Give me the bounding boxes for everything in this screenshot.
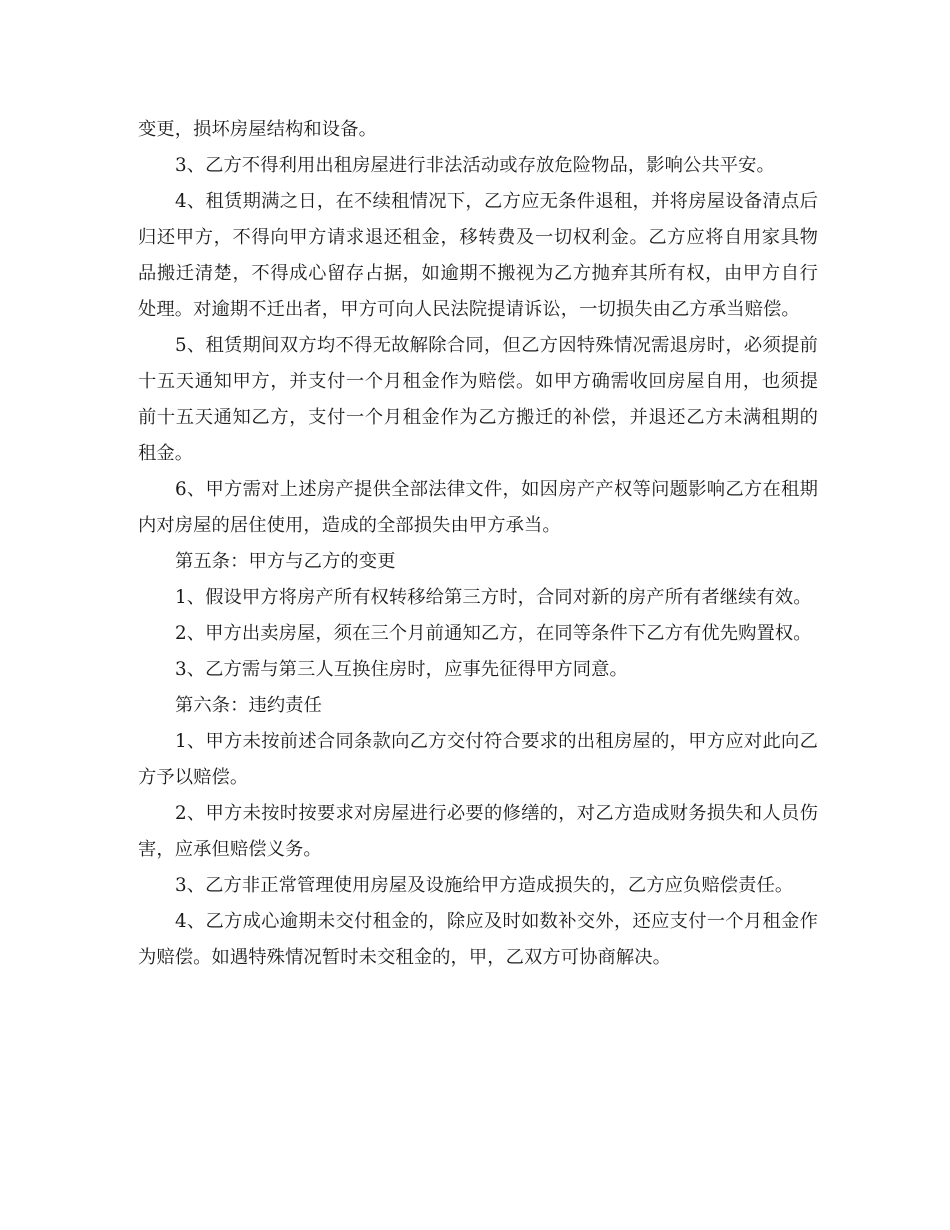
- paragraph-clause-4: 4、租赁期满之日，在不续租情况下，乙方应无条件退租，并将房屋设备清点后归还甲方，不得向甲方请求退还租金，移转费及一切权利金。乙方应将自用家具物品搬迁清楚，不得成心留存占据，如逾期不搬视为乙方抛弃其所有权，由甲方自行处理。对逾期不迁出者，甲方可向人民法院提请诉讼，一切损失由乙方承当赔偿。: [138, 191, 818, 320]
- paragraph-article-6-clause-3: 3、乙方非正常管理使用房屋及设施给甲方造成损失的，乙方应负赔偿责任。: [175, 875, 794, 896]
- paragraph-article-6-clause-1: 1、甲方未按前述合同条款向乙方交付符合要求的出租房屋的，甲方应对此向乙方予以赔偿。: [138, 731, 818, 788]
- paragraph-article-5-clause-1: 1、假设甲方将房产所有权转移给第三方时，合同对新的房产所有者继续有效。: [175, 587, 812, 608]
- paragraph-article-5-clause-3: 3、乙方需与第三人互换住房时，应事先征得甲方同意。: [175, 659, 628, 680]
- paragraph-article-6-clause-2: 2、甲方未按时按要求对房屋进行必要的修缮的，对乙方造成财务损失和人员伤害，应承但赔偿义务。: [138, 803, 818, 860]
- paragraph-continuation: 变更，损坏房屋结构和设备。: [138, 119, 377, 140]
- paragraph-article-6-clause-4: 4、乙方成心逾期未交付租金的，除应及时如数补交外，还应支付一个月租金作为赔偿。如遇特殊情况暂时未交租金的，甲，乙双方可协商解决。: [138, 911, 818, 968]
- paragraph-clause-6: 6、甲方需对上述房产提供全部法律文件，如因房产产权等问题影响乙方在租期内对房屋的居住使用，造成的全部损失由甲方承当。: [138, 479, 818, 536]
- paragraph-clause-3: 3、乙方不得利用出租房屋进行非法活动或存放危险物品，影响公共平安。: [175, 155, 775, 176]
- section-heading-article-6: 第六条：违约责任: [175, 695, 323, 716]
- document-body: [138, 112, 818, 976]
- section-heading-article-5: 第五条：甲方与乙方的变更: [175, 551, 396, 572]
- paragraph-clause-5: 5、租赁期间双方均不得无故解除合同，但乙方因特殊情况需退房时，必须提前十五天通知甲方，并支付一个月租金作为赔偿。如甲方确需收回房屋自用，也须提前十五天通知乙方，支付一个月租金作为乙方搬迁的补偿，并退还乙方未满租期的租金。: [138, 335, 818, 464]
- paragraph-article-5-clause-2: 2、甲方出卖房屋，须在三个月前通知乙方，在同等条件下乙方有优先购置权。: [175, 623, 812, 644]
